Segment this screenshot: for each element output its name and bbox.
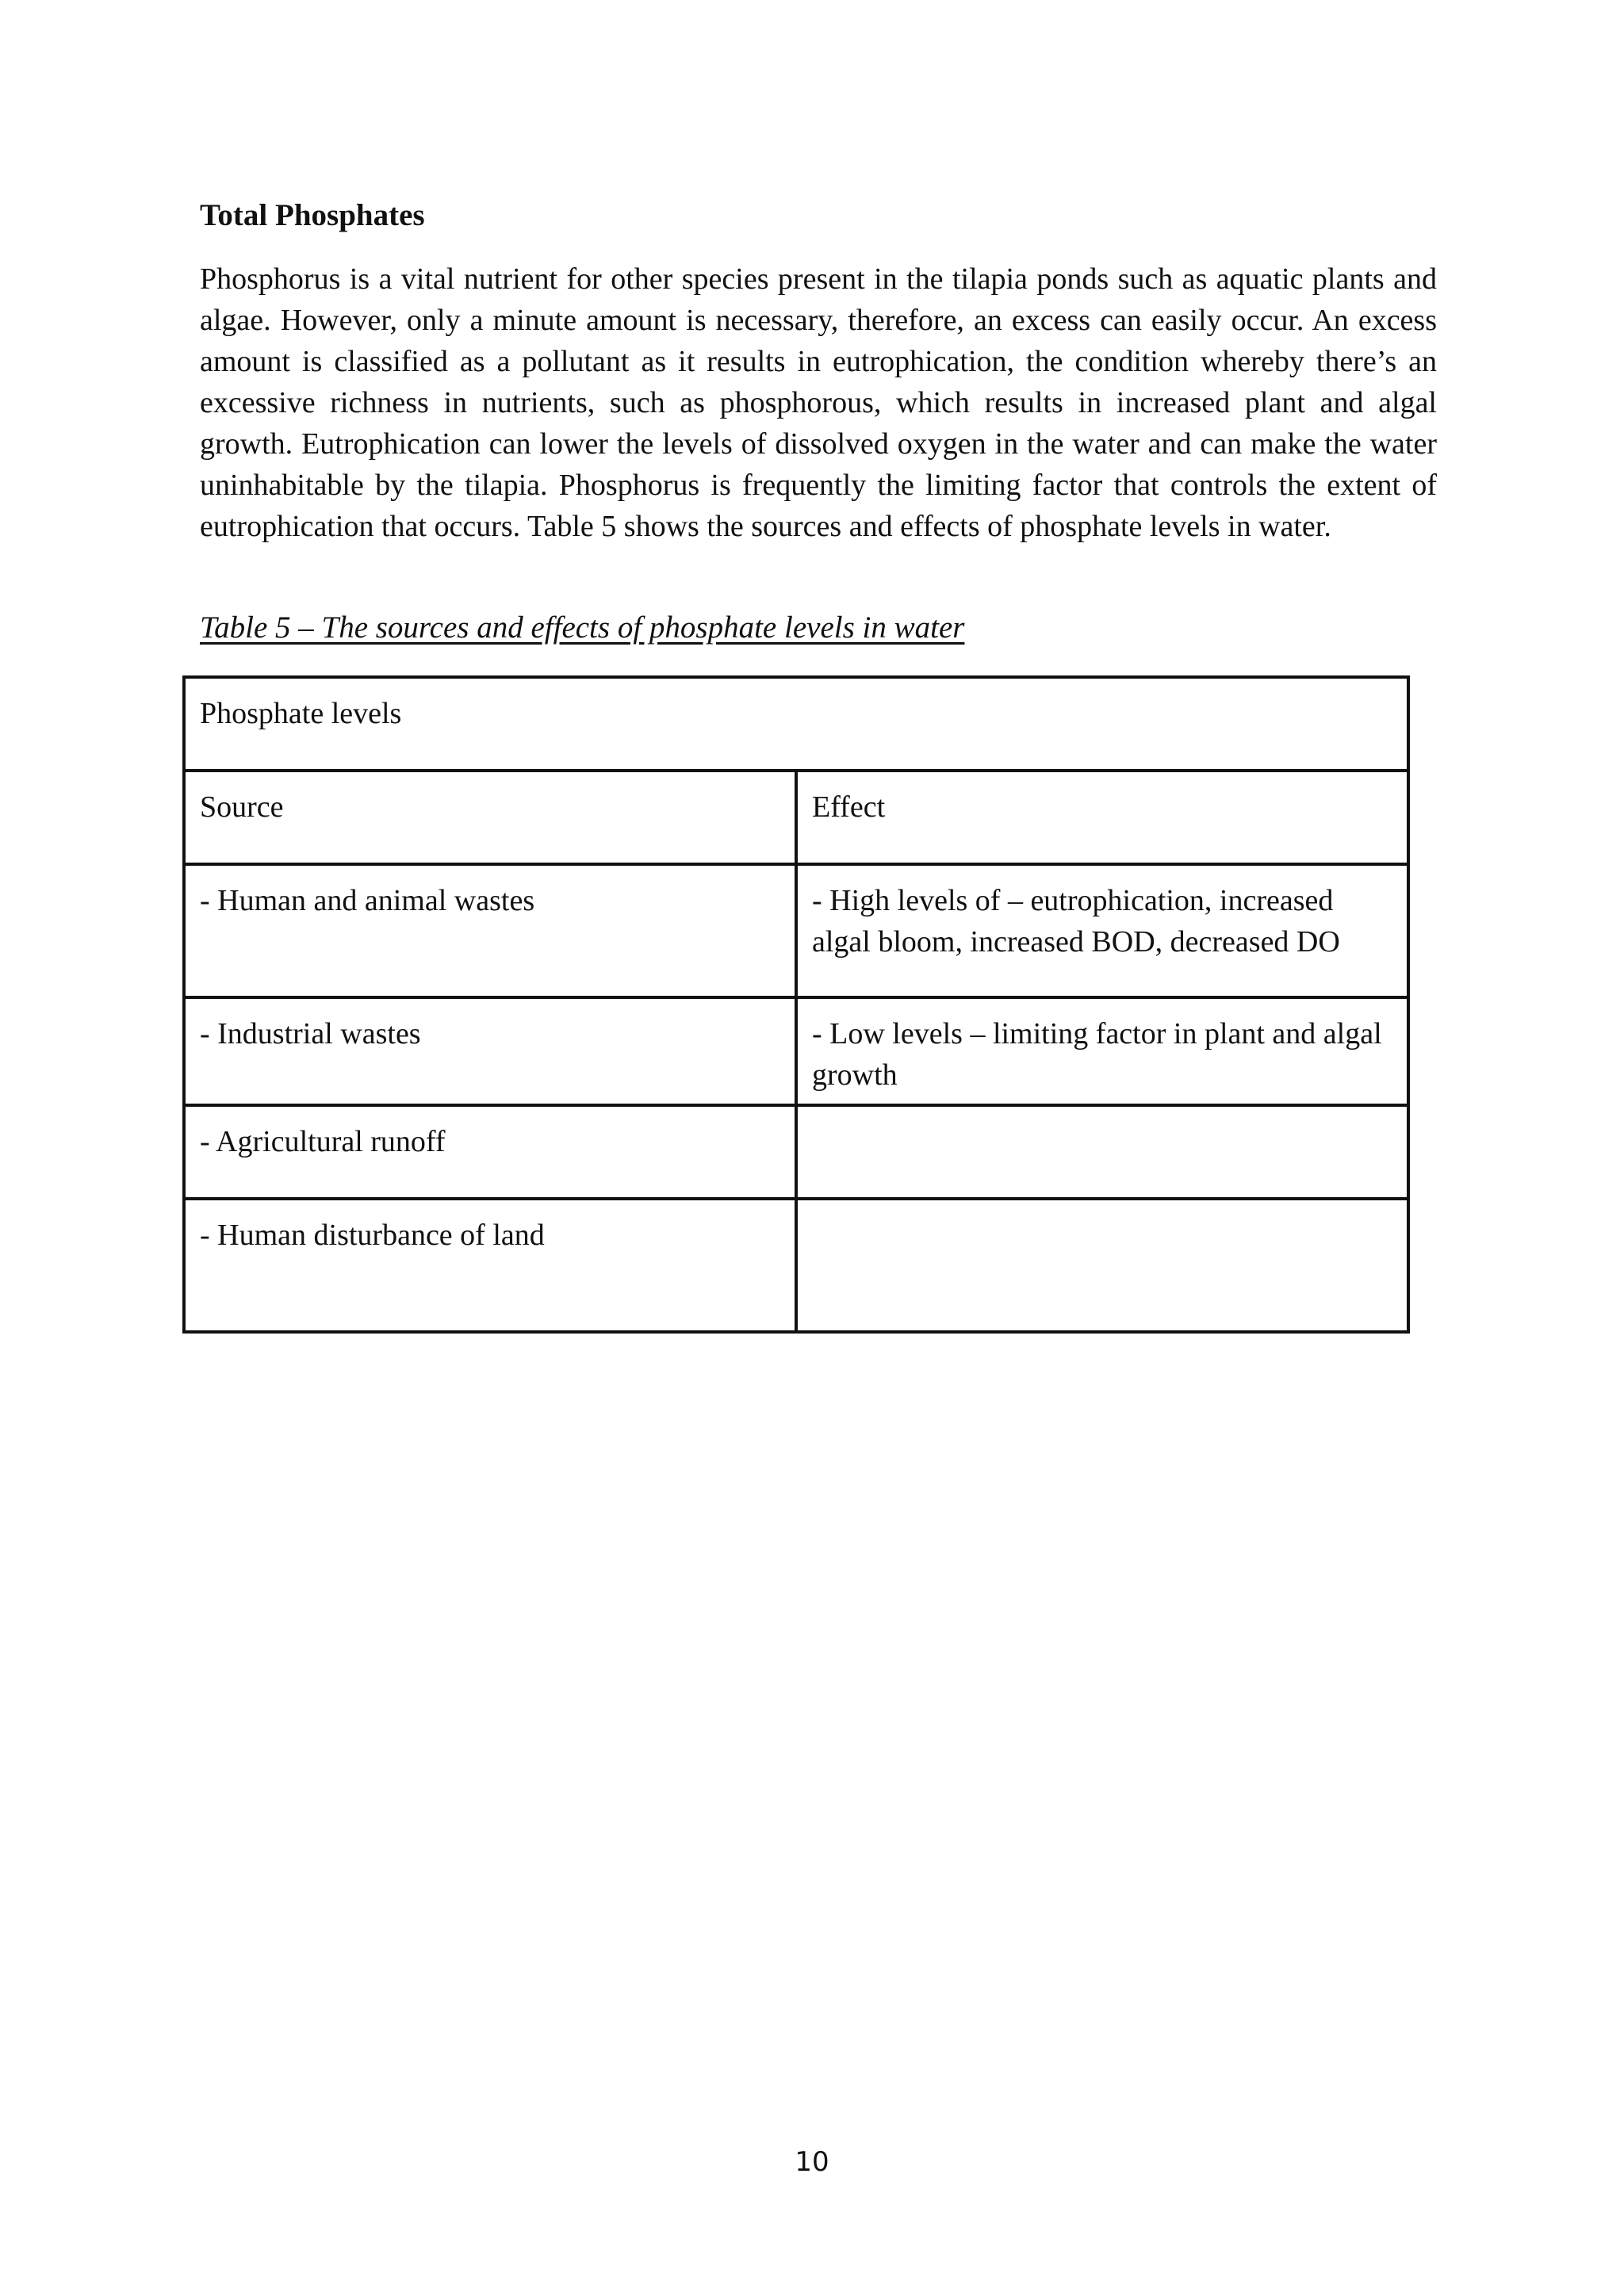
section-paragraph: Phosphorus is a vital nutrient for other species present in the tilapia ponds such as aquatic plants and algae. However, only a minute amount is necessary, therefore, an excess can easily occur. An excess amount is classified as a pollutant as it results in eutrophication, the condition whereby there’s an excessive richness in nutrients, such as phosphorous, which results in increased plant and algal growth. Eutrophication can lower the levels of dissolved oxygen in the water and can make the water uninhabitable by the tilapia. Phosphorus is frequently the limiting factor that controls the extent of eutrophication that occurs. Table 5 shows the sources and effects of phosphate levels in water. <box>200 262 1437 543</box>
section-heading: Total Phosphates <box>200 198 425 232</box>
table-title-cell: Phosphate levels <box>184 677 1408 771</box>
effect-cell: - High levels of – eutrophication, increased algal bloom, increased BOD, decreased DO <box>796 864 1408 997</box>
table-row <box>184 1199 1408 1332</box>
table-row <box>184 997 1408 1105</box>
effect-cell <box>796 1105 1408 1199</box>
table-row <box>184 1105 1408 1199</box>
page-number: 10 <box>795 2146 829 2178</box>
effect-cell <box>796 1199 1408 1332</box>
source-cell: - Agricultural runoff <box>184 1105 796 1199</box>
table-caption: Table 5 – The sources and effects of phosphate levels in water <box>200 610 965 645</box>
table-header-row <box>184 771 1408 864</box>
source-cell: - Industrial wastes <box>184 997 796 1105</box>
table-row <box>184 864 1408 997</box>
source-cell: - Human and animal wastes <box>184 864 796 997</box>
header-effect: Effect <box>796 771 1408 864</box>
phosphate-table-container <box>182 675 1410 1334</box>
header-source: Source <box>184 771 796 864</box>
effect-cell: - Low levels – limiting factor in plant and algal growth <box>796 997 1408 1105</box>
phosphate-table <box>182 675 1410 1334</box>
source-cell: - Human disturbance of land <box>184 1199 796 1332</box>
table-title-row <box>184 677 1408 771</box>
